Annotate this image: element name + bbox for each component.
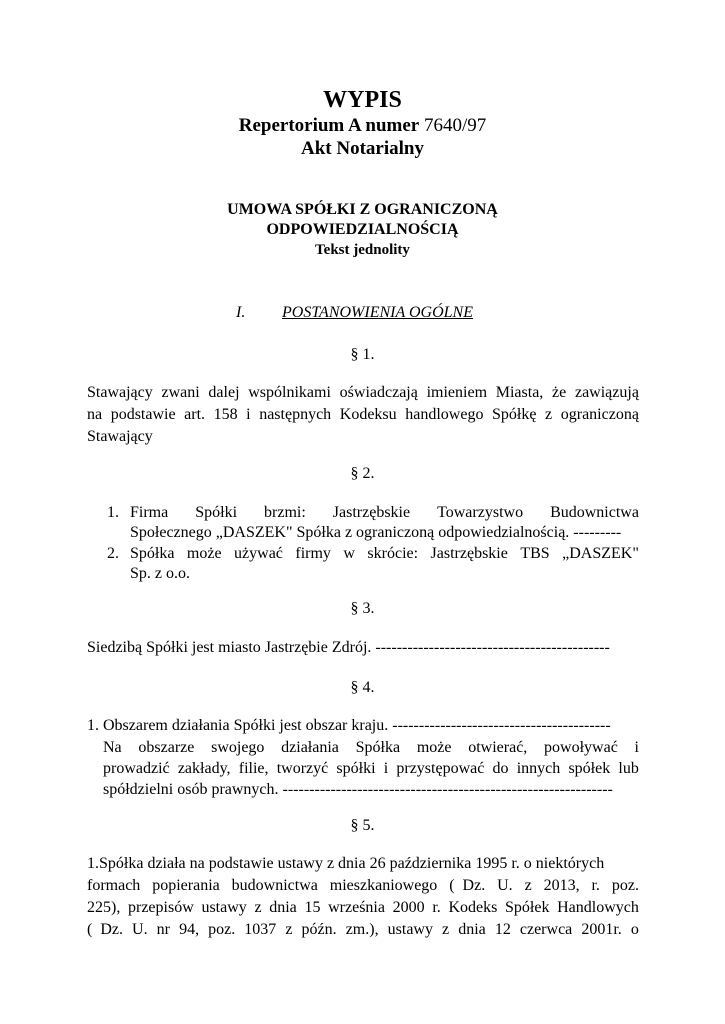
word: Budownictwa (550, 504, 639, 521)
word: 94, (179, 921, 200, 938)
agreement-title-line1: UMOWA SPÓŁKI Z OGRANICZONĄ (227, 201, 498, 218)
word: z (254, 899, 262, 916)
agreement-title-line2: ODPOWIEDZIALNOŚCIĄ (266, 221, 459, 238)
word: dnia (458, 921, 486, 938)
p1-line-2 (87, 404, 639, 426)
word: innych (516, 760, 561, 777)
word: i (383, 760, 389, 777)
word: 2000 (392, 899, 425, 916)
p4-item1-number: 1. (87, 717, 99, 734)
word: Kodeksu (339, 406, 397, 423)
word: Miasta, (495, 384, 544, 401)
word: 158 (213, 406, 238, 423)
paragraph-mark-2: § 2. (350, 465, 375, 482)
word: r. (591, 877, 600, 894)
word: spółki (336, 760, 376, 777)
document-header-title: WYPIS (323, 87, 402, 113)
repertorium-line (0, 114, 725, 138)
paragraph-mark-3: § 3. (350, 600, 375, 617)
word: powoływać (544, 739, 618, 756)
word: 1037 (244, 921, 277, 938)
word: używać (234, 545, 283, 562)
word: prowadzić (103, 760, 170, 777)
word: 12 (494, 921, 511, 938)
word: września (328, 899, 385, 916)
word: Jastrzębskie (430, 545, 508, 562)
word: przepisów (128, 899, 194, 916)
word: w (343, 545, 355, 562)
word: firmy (295, 545, 331, 562)
p5-line-1: 1.Spółka działa na podstawie ustawy z dnia 26 października 1995 r. o niektórych (87, 855, 605, 872)
word: poz. (208, 921, 236, 938)
word: oświadczają (339, 384, 418, 401)
section-title: POSTANOWIENIA OGÓLNE (282, 304, 473, 321)
word: z (545, 406, 553, 423)
word: ustawy (201, 899, 247, 916)
word: zawiązują (574, 384, 639, 401)
word: dalej (208, 384, 240, 401)
p2-item1-line-2: Społecznego „DASZEK" Spółka z ograniczoną odpowiedzialnością. --------- (130, 524, 622, 541)
word: późn. (301, 921, 337, 938)
word: 225), (87, 899, 121, 916)
p2-item1-line-1 (130, 502, 639, 524)
word: nr (156, 921, 170, 938)
word: r. (432, 899, 441, 916)
word: i (634, 739, 639, 756)
word: Spółek (505, 899, 550, 916)
word: zwani (161, 384, 200, 401)
word: otwierać, (468, 739, 528, 756)
word: mieszkaniowego (329, 877, 438, 894)
word: swojego (211, 739, 265, 756)
p2-item2-number: 2. (107, 545, 119, 562)
word: i (246, 406, 251, 423)
word: Kodeks (448, 899, 498, 916)
word: Firma (130, 504, 169, 521)
word: Spółki (195, 504, 238, 521)
word: czerwca (519, 921, 573, 938)
word: Spółkę (492, 406, 537, 423)
word: z (285, 921, 293, 938)
word: Spółka (355, 739, 401, 756)
word: 2001r. (581, 921, 622, 938)
word: spółek (568, 760, 611, 777)
word: U. (132, 921, 148, 938)
paragraph-mark-1: § 1. (350, 346, 375, 363)
word: U. (497, 877, 513, 894)
word: 2013, (543, 877, 580, 894)
word: Spółka (130, 545, 175, 562)
section-number: I. (236, 304, 246, 321)
word: podstawie (110, 406, 176, 423)
word: obszarze (138, 739, 195, 756)
word: formach (87, 877, 141, 894)
word: Stawający (87, 384, 153, 401)
word: z (442, 921, 450, 938)
p4-line-1: Obszarem działania Spółki jest obszar kraju. ----------------------------------------- (103, 717, 611, 734)
p1-line-1 (87, 382, 639, 404)
p2-item2-line-1 (130, 543, 639, 565)
word: zakłady, (177, 760, 231, 777)
word: 15 (304, 899, 321, 916)
word: zm.), (345, 921, 379, 938)
word: imieniem (426, 384, 488, 401)
p4-line-4: spółdzielni osób prawnych. -------------------------------------------------------------- (103, 781, 613, 798)
word: ograniczoną (560, 406, 639, 423)
p3-text: Siedzibą Spółki jest miasto Jastrzębie Zdrój. -------------------------------------------- (87, 639, 610, 656)
p2-item2-line-2: Sp. z o.o. (130, 565, 190, 582)
p4-line-2 (103, 737, 639, 759)
akt-notarialny-label: Akt Notarialny (301, 138, 424, 159)
p5-line-2 (87, 875, 639, 897)
word: art. (184, 406, 206, 423)
p4-line-3 (103, 758, 639, 780)
word: tworzyć (276, 760, 329, 777)
word: brzmi: (264, 504, 306, 521)
p5-line-3 (87, 897, 639, 919)
word: budownictwa (231, 877, 318, 894)
word: skrócie: (367, 545, 419, 562)
word: Handlowych (557, 899, 639, 916)
word: Na (103, 739, 122, 756)
p5-line-4 (87, 919, 639, 941)
word: dnia (269, 899, 297, 916)
word: ( Dz. (449, 877, 486, 894)
word: filie, (238, 760, 269, 777)
word: „DASZEK" (562, 545, 639, 562)
p2-item1-number: 1. (107, 504, 119, 521)
word: Towarzystwo (437, 504, 524, 521)
word: działania (281, 739, 339, 756)
word: następnych (259, 406, 332, 423)
word: Jastrzębskie (332, 504, 411, 521)
paragraph-mark-5: § 5. (350, 817, 375, 834)
word: poz. (611, 877, 639, 894)
agreement-subtitle: Tekst jednolity (315, 242, 410, 258)
repertorium-label: Repertorium A numer (238, 115, 420, 136)
word: może (186, 545, 222, 562)
repertorium-number: 7640/97 (423, 115, 487, 136)
word: przystępować (396, 760, 485, 777)
section-heading (236, 302, 473, 324)
word: ( Dz. (87, 921, 123, 938)
word: o (630, 921, 639, 938)
word: na (87, 406, 103, 423)
word: wspólnikami (248, 384, 331, 401)
word: może (416, 739, 452, 756)
p1-line-3: Stawający (87, 428, 153, 445)
paragraph-mark-4: § 4. (350, 679, 375, 696)
word: handlowego (405, 406, 484, 423)
word: z (524, 877, 532, 894)
word: TBS (520, 545, 550, 562)
word: do (492, 760, 509, 777)
word: popierania (152, 877, 220, 894)
word: lub (618, 760, 639, 777)
word: że (552, 384, 567, 401)
word: ustawy (387, 921, 433, 938)
